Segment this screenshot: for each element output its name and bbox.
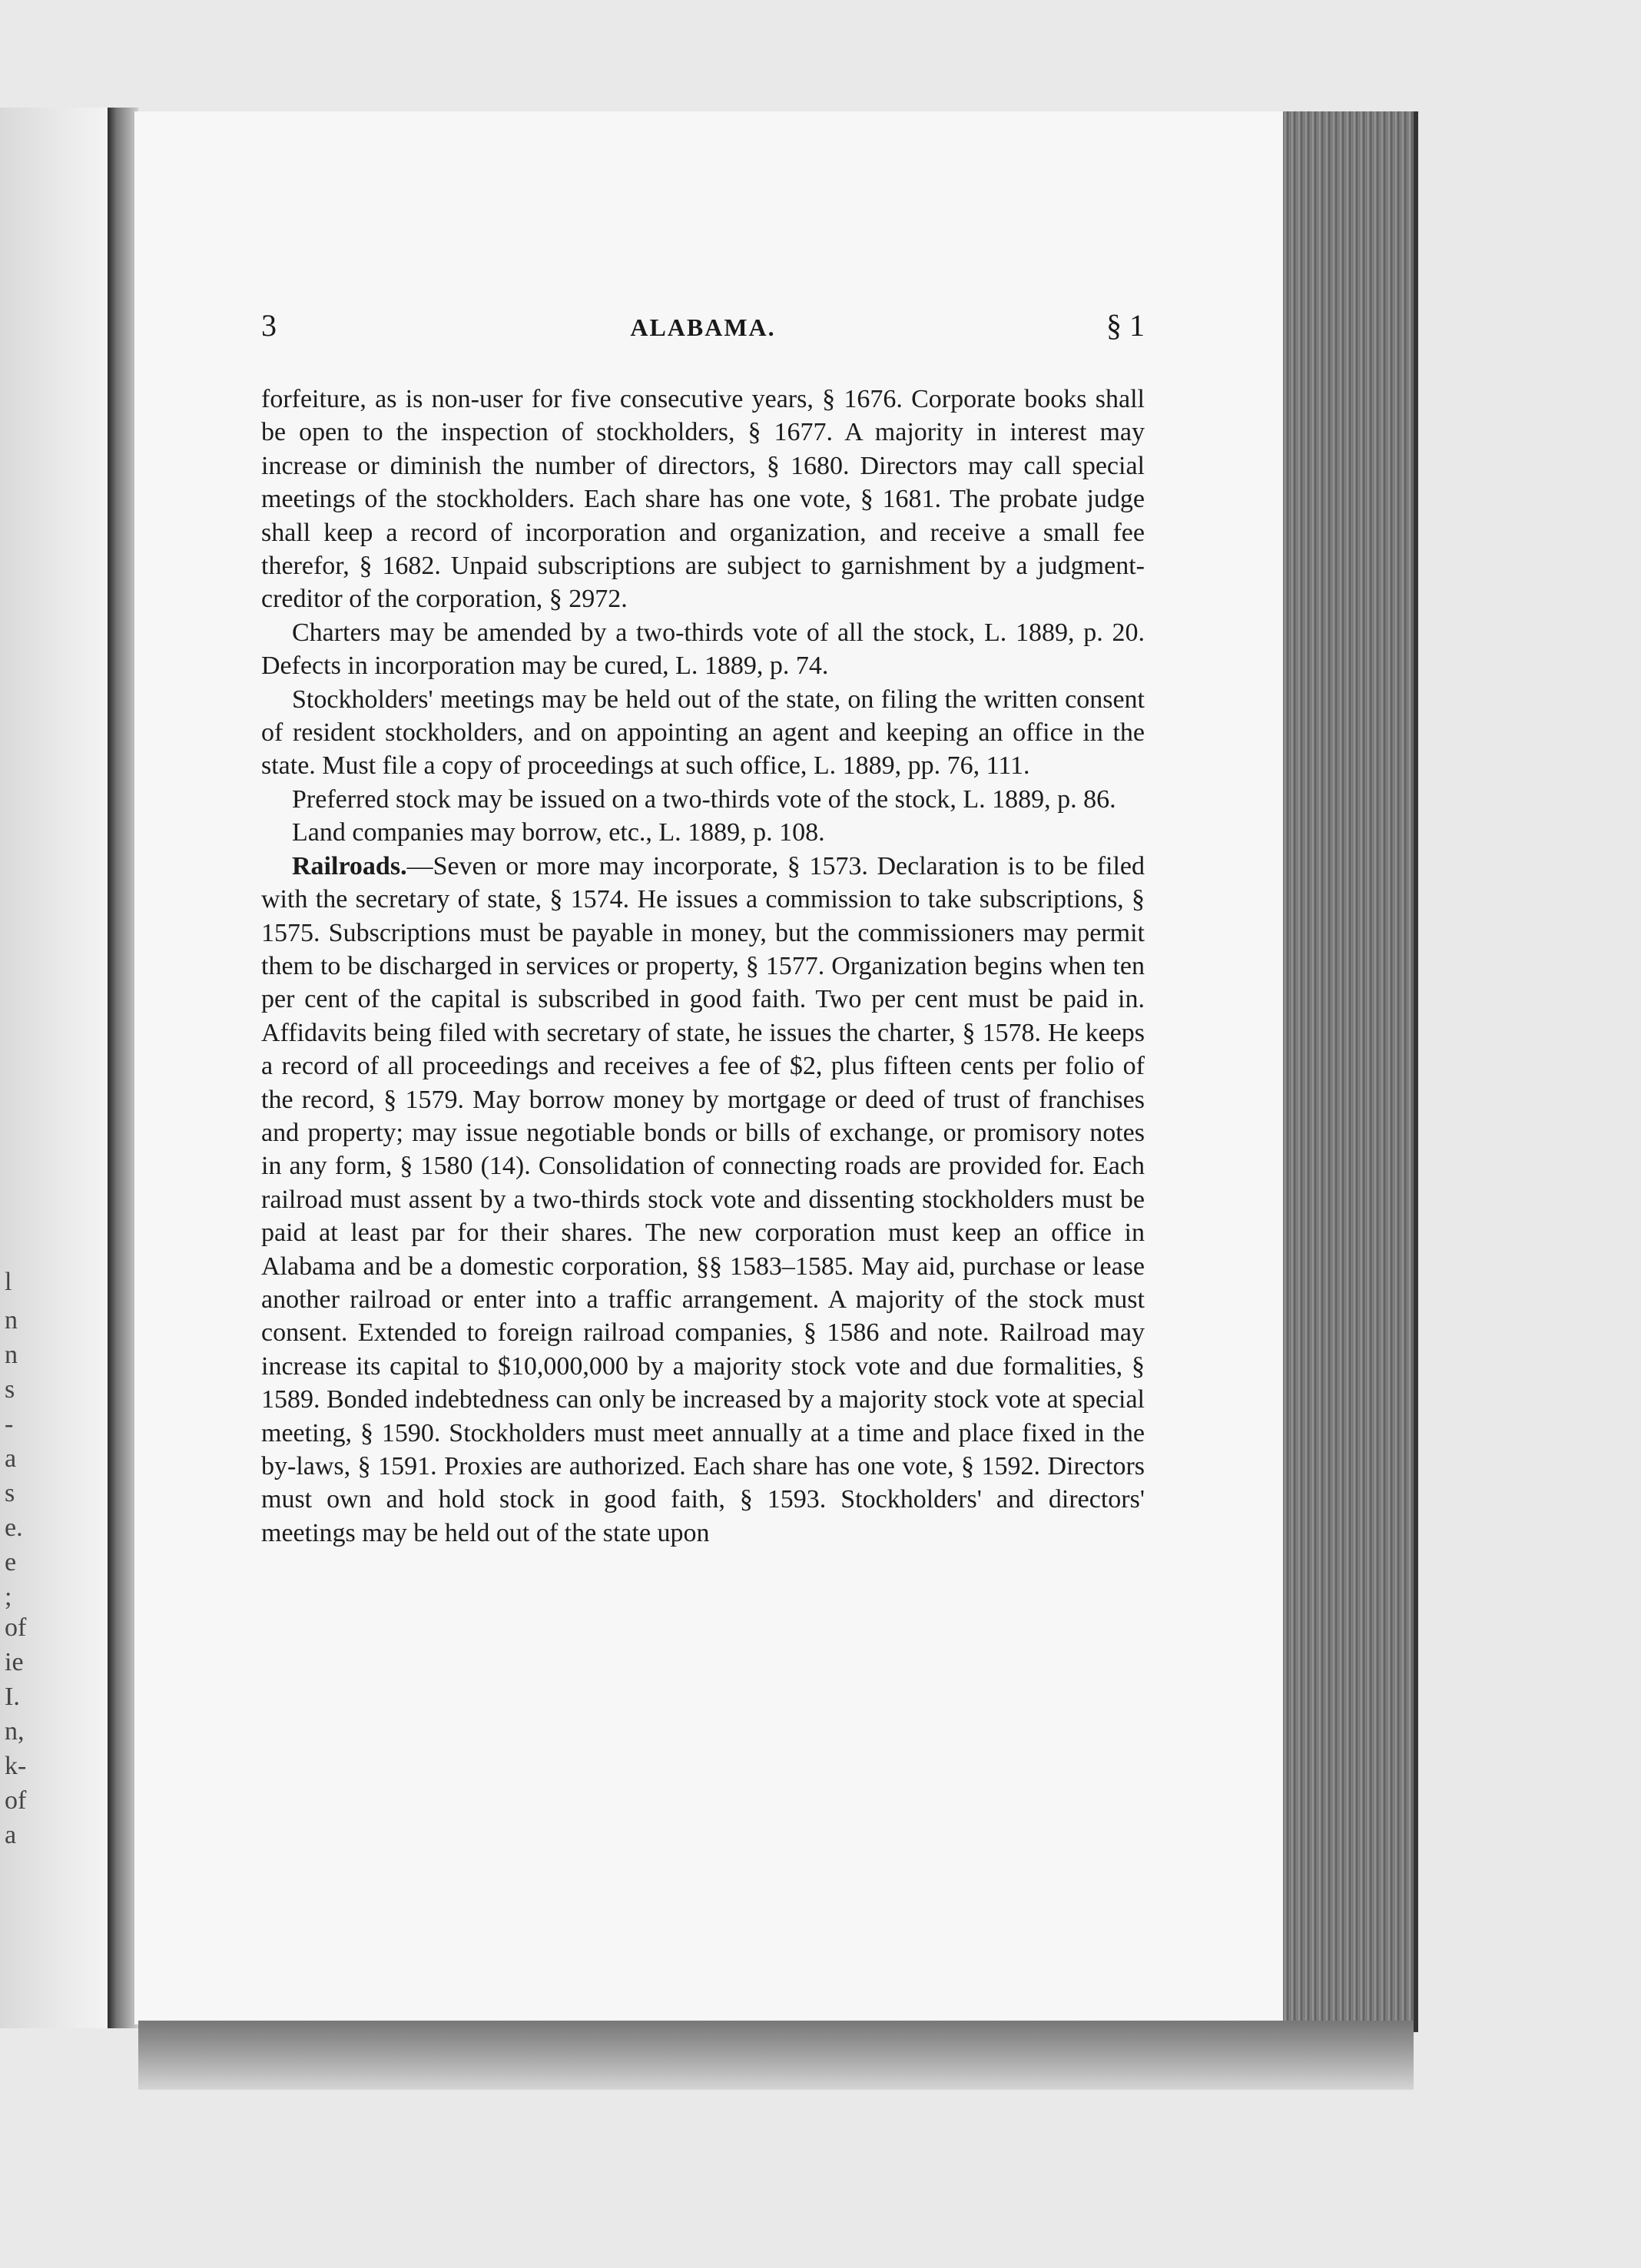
left-edge-letter: ie — [5, 1648, 24, 1676]
running-title: ALABAMA. — [630, 313, 776, 341]
left-edge-letter: e — [5, 1548, 17, 1577]
section-mark: § 1 — [1106, 308, 1145, 343]
paragraph: Preferred stock may be issued on a two-thirds vote of the stock, L. 1889, p. 86. — [292, 784, 1116, 814]
left-edge-letter: of — [5, 1613, 27, 1642]
left-edge-letter: s — [5, 1479, 15, 1507]
left-edge-letter: e. — [5, 1514, 23, 1542]
page-block-edges — [1283, 111, 1418, 2032]
left-edge-letter: n, — [5, 1717, 25, 1746]
left-edge-letter: of — [5, 1786, 27, 1815]
paragraph: Stockholders' meetings may be held out of the state, on filing the written consent of resident stockholders, and on appointing an agent and keeping an office in the state. Must file a copy of proceedings at such office, L. 1889, pp. 76, 111. — [261, 685, 1145, 781]
paragraph: Land companies may borrow, etc., L. 1889, p. 108. — [292, 818, 825, 847]
body-text — [261, 383, 1145, 1550]
left-edge-letter: k- — [5, 1752, 27, 1780]
left-edge-letter: I. — [5, 1683, 20, 1711]
paragraph: forfeiture, as is non-user for five consecutive years, § 1676. Corporate books shall be open to the inspection of stockholders, § 1677. A majority in interest may increase or diminish the number of directors, § 1680. Directors may call special meetings of the stockholders. Each share has one vote, § 1681. The probate judge shall keep a record of incorporation and organization, and receive a small fee therefor, § 1682. Unpaid subscriptions are subject to garnishment by a judgment-creditor of the corporation, § 2972. — [261, 385, 1145, 614]
paragraph: Charters may be amended by a two-thirds vote of all the stock, L. 1889, p. 20. Defects in incorporation may be cured, L. 1889, p. 74. — [261, 618, 1145, 681]
page-number: 3 — [261, 308, 277, 343]
left-edge-letter: n — [5, 1341, 18, 1369]
left-edge-letter: ; — [5, 1583, 12, 1611]
left-edge-letter: - — [5, 1410, 14, 1438]
book-gutter — [108, 108, 138, 2028]
left-edge-letter: l — [5, 1268, 12, 1296]
paragraph-text: —Seven or more may incorporate, § 1573. Declaration is to be filed with the secretary of state, § 1574. He issues a commission to take subscriptions, § 1575. Subscriptions must be payable in money, but the commissioners may permit them to be discharged in services or property, § 1577. Organization begins when ten per cent of the capital is subscribed in good faith. Two per cent must be paid in. Affidavits being filed with secretary of state, he issues the charter, § 1578. He keeps a record of all proceedings and receives a fee of $2, plus fifteen cents per folio of the record, § 1579. May borrow money by mortgage or deed of trust of franchises and property; may issue negotiable bonds or bills of exchange, or promisory notes in any form, § 1580 (14). Consolidation of connecting roads are provided for. Each railroad must assent by a two-thirds stock vote and dissenting stockholders must be paid at least par for their shares. The new corporation must keep an office in Alabama and be a domestic corporation, §§ 1583–1585. May aid, purchase or lease another railroad or enter into a traffic arrangement. A majority of the stock must consent. Extended to foreign railroad companies, § 1586 and note. Railroad may increase its capital to $10,000,000 by a majority stock vote and due formalities, § 1589. Bonded indebtedness can only be increased by a majority stock vote at special meeting, § 1590. Stockholders must meet annually at a time and place fixed in the by-laws, § 1591. Proxies are authorized. Each share has one vote, § 1592. Directors must own and hold stock in good faith, § 1593. Stockholders' and directors' meetings may be held out of the state upon — [261, 851, 1145, 1547]
left-edge-letter: a — [5, 1821, 17, 1849]
paragraph-railroads — [261, 850, 1145, 1550]
left-facing-page — [0, 108, 115, 2028]
left-edge-letter: n — [5, 1306, 18, 1335]
book-bottom-shadow — [138, 2021, 1414, 2090]
run-in-heading: Railroads. — [292, 851, 407, 880]
running-header — [261, 307, 1145, 353]
left-edge-letter: a — [5, 1444, 17, 1473]
left-edge-letter: s — [5, 1375, 15, 1404]
